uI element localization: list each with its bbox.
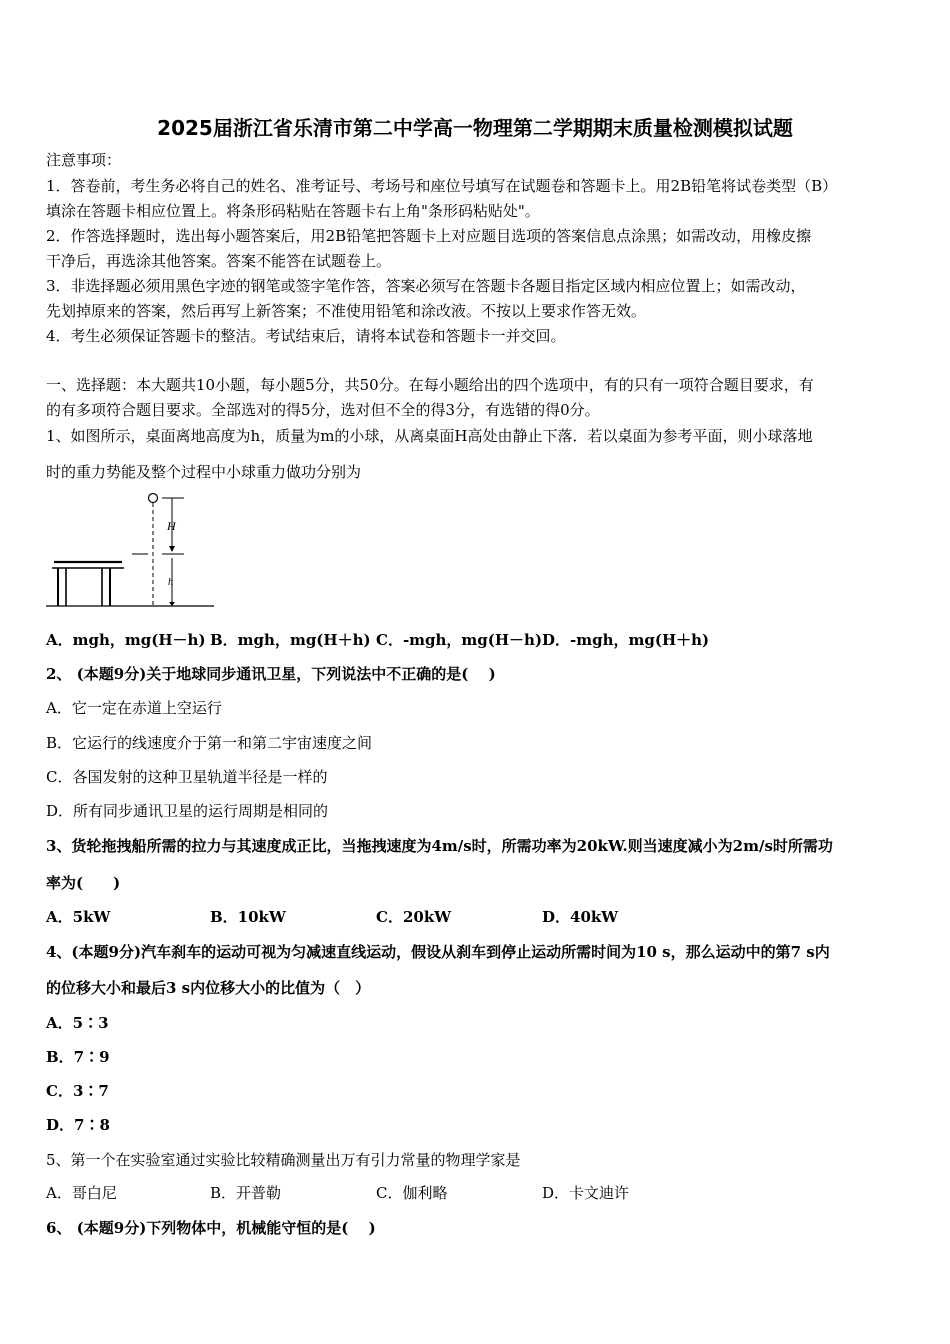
q3-stem: 率为( ) — [46, 874, 121, 892]
notice-line: 先划掉原来的答案，然后再写上新答案；不准使用铅笔和涂改液。不按以上要求作答无效。 — [46, 302, 647, 320]
ball — [149, 494, 158, 503]
notice-line: 2．作答选择题时，选出每小题答案后，用2B铅笔把答题卡上对应题目选项的答案信息点涂黑；如需改动，用橡皮擦 — [46, 227, 812, 245]
notice-line: 干净后，再选涂其他答案。答案不能答在试题卷上。 — [46, 252, 392, 270]
q6-stem: 6、 (本题9分)下列物体中，机械能守恒的是( ) — [46, 1219, 376, 1237]
q3-option: A．5kW — [46, 908, 111, 926]
label-H: H — [167, 519, 176, 533]
q3-stem: 3、货轮拖拽船所需的拉力与其速度成正比，当拖拽速度为4m/s时，所需功率为20kW.则当速度减小为2m/s时所需功 — [46, 837, 833, 855]
q5-option: A．哥白尼 — [46, 1184, 117, 1202]
notice-line: 3．非选择题必须用黑色字迹的钢笔或签字笔作答，答案必须写在答题卡各题目指定区域内相应位置上；如需改动， — [46, 277, 806, 295]
q2-stem: 2、 (本题9分)关于地球同步通讯卫星，下列说法中不正确的是( ) — [46, 665, 496, 683]
q5-option: C．伽利略 — [376, 1184, 448, 1202]
q5-option: D．卡文迪许 — [542, 1184, 630, 1202]
section-intro: 的有多项符合题目要求。全部选对的得5分，选对但不全的得3分，有选错的得0分。 — [46, 401, 600, 419]
q5-option: B．开普勒 — [210, 1184, 282, 1202]
q1-stem: 时的重力势能及整个过程中小球重力做功分别为 — [46, 463, 362, 481]
notice-heading: 注意事项： — [46, 151, 122, 169]
notice-line: 1．答卷前，考生务必将自己的姓名、准考证号、考场号和座位号填写在试题卷和答题卡上。用2B铅笔将试卷类型（B） — [46, 177, 838, 195]
q3-option: C．20kW — [376, 908, 452, 926]
q4-stem: 的位移大小和最后3 s内位移大小的比值为（ ） — [46, 979, 371, 997]
q2-option: B．它运行的线速度介于第一和第二宇宙速度之间 — [46, 734, 373, 752]
q4-option: D．7∶8 — [46, 1116, 110, 1134]
q1-option: C．-mgh，mg(H－h) — [376, 631, 543, 649]
q1-option: D．-mgh，mg(H＋h) — [542, 631, 710, 649]
q3-option: B．10kW — [210, 908, 286, 926]
q4-option: C．3∶7 — [46, 1082, 109, 1100]
q1-figure — [44, 490, 216, 610]
q4-option: B．7∶9 — [46, 1048, 110, 1066]
q4-option: A．5∶3 — [46, 1014, 109, 1032]
label-h: h — [168, 577, 173, 588]
q2-option: C．各国发射的这种卫星轨道半径是一样的 — [46, 768, 328, 786]
q2-option: D．所有同步通讯卫星的运行周期是相同的 — [46, 802, 329, 820]
section-intro: 一、选择题：本大题共10小题，每小题5分，共50分。在每小题给出的四个选项中，有的只有一项符合题目要求，有 — [46, 376, 814, 394]
q3-option: D．40kW — [542, 908, 619, 926]
q5-stem: 5、第一个在实验室通过实验比较精确测量出万有引力常量的物理学家是 — [46, 1151, 521, 1169]
q2-option: A．它一定在赤道上空运行 — [46, 699, 222, 717]
q1-option: A．mgh，mg(H－h) — [46, 631, 206, 649]
q4-stem: 4、(本题9分)汽车刹车的运动可视为匀减速直线运动，假设从刹车到停止运动所需时间为10 s，那么运动中的第7 s内 — [46, 943, 830, 961]
q1-stem: 1、如图所示，桌面离地高度为h，质量为m的小球，从离桌面H高处由静止下落．若以桌面为参考平面，则小球落地 — [46, 427, 813, 445]
page-title: 2025届浙江省乐清市第二中学高一物理第二学期期末质量检测模拟试题 — [157, 116, 793, 140]
notice-line: 4．考生必须保证答题卡的整洁。考试结束后，请将本试卷和答题卡一并交回。 — [46, 327, 566, 345]
notice-line: 填涂在答题卡相应位置上。将条形码粘贴在答题卡右上角"条形码粘贴处"。 — [46, 202, 540, 220]
q1-option: B．mgh，mg(H＋h) — [210, 631, 371, 649]
